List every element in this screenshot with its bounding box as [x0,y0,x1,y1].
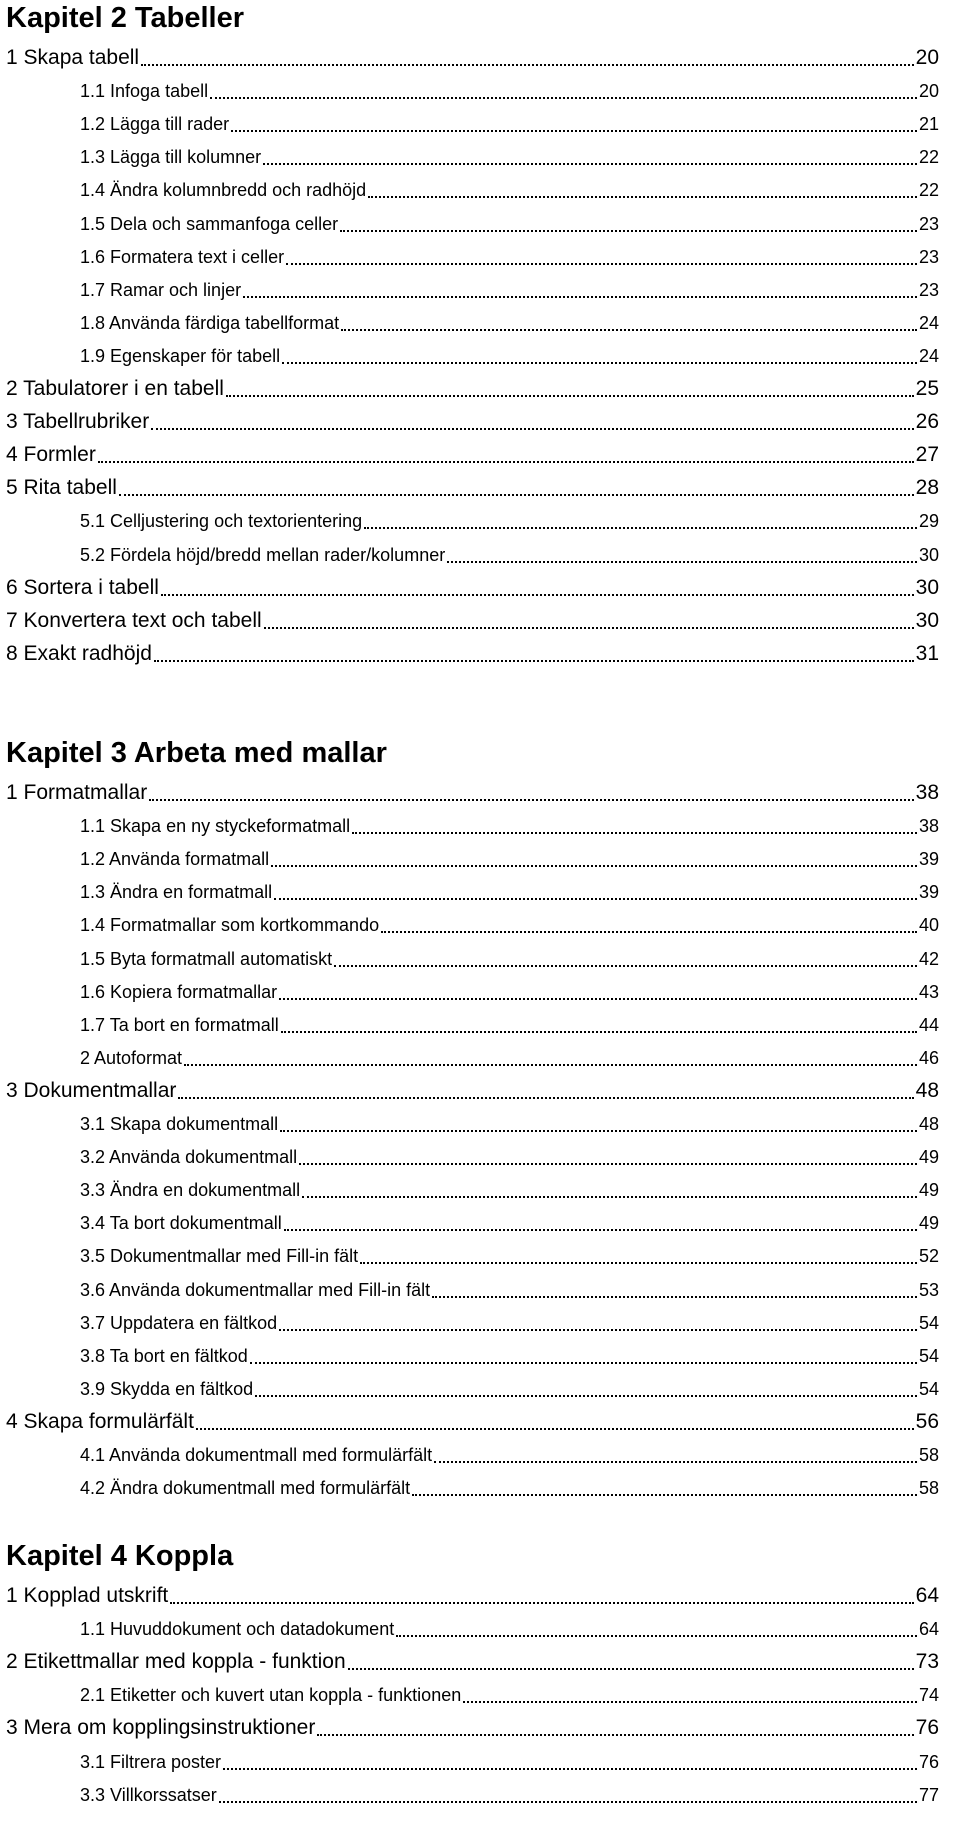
toc-entry-label: 3.3 Ändra en dokumentmall [80,1180,301,1200]
toc-entry-label: 8 Exakt radhöjd [6,642,152,665]
toc-page-number: 73 [915,1650,939,1673]
toc-page-number: 76 [915,1716,939,1739]
dot-leader [412,1494,917,1496]
toc-entry-label: 3 Mera om kopplingsinstruktioner [6,1716,316,1739]
toc-subsection-entry[interactable] [80,1208,939,1238]
toc-entry-label: 1.4 Ändra kolumnbredd och radhöjd [80,180,367,200]
toc-page-number: 24 [918,313,939,333]
dot-leader [302,1196,917,1198]
toc-subsection-entry[interactable] [80,844,939,874]
toc-subsection-entry[interactable] [80,1341,939,1371]
dot-leader [271,865,917,867]
toc-page-number: 30 [915,576,939,599]
toc-page-number: 28 [915,476,939,499]
toc-entry-label: 3.8 Ta bort en fältkod [80,1346,248,1366]
dot-leader [279,1329,917,1331]
toc-page-number: 49 [918,1180,939,1200]
toc-entry-label: 3.2 Använda dokumentmall [80,1147,298,1167]
toc-page-number: 64 [915,1584,939,1607]
toc-subsection-entry[interactable] [80,1440,939,1470]
toc-entry-label: 3.7 Uppdatera en fältkod [80,1313,278,1333]
toc-entry-label: 1.5 Dela och sammanfoga celler [80,214,339,234]
toc-page-number: 38 [918,816,939,836]
dot-leader [317,1734,913,1736]
toc-page-number: 54 [918,1313,939,1333]
toc-section-entry[interactable] [6,573,939,603]
toc-page-number: 43 [918,982,939,1002]
toc-section-entry[interactable] [6,407,939,437]
toc-page-number: 20 [915,46,939,69]
dot-leader [170,1602,913,1604]
toc-section-entry[interactable] [6,1581,939,1611]
toc-page-number: 20 [918,81,939,101]
toc-subsection-entry[interactable] [80,1043,939,1073]
toc-page-number: 40 [918,915,939,935]
toc-section-entry[interactable] [6,606,939,636]
toc-page-number: 53 [918,1280,939,1300]
toc-page-number: 29 [918,511,939,531]
dot-leader [98,461,914,463]
toc-entry-label: 5.1 Celljustering och textorientering [80,511,363,531]
toc-entry-label: 2.1 Etiketter och kuvert utan koppla - funktionen [80,1685,462,1705]
dot-leader [263,163,917,165]
toc-subsection-entry[interactable] [80,910,939,940]
toc-page-number: 22 [918,180,939,200]
toc-subsection-entry[interactable] [80,1275,939,1305]
dot-leader [432,1296,917,1298]
dot-leader [226,395,914,397]
dot-leader [463,1701,917,1703]
toc-entry-label: 3 Tabellrubriker [6,410,150,433]
toc-page-number: 44 [918,1015,939,1035]
toc-entry-label: 3.4 Ta bort dokumentmall [80,1213,282,1233]
toc-entry-label: 2 Etikettmallar med koppla - funktion [6,1650,346,1673]
toc-page-number: 48 [918,1114,939,1134]
toc-subsection-entry[interactable] [80,1680,939,1710]
toc-entry-label: 3.5 Dokumentmallar med Fill-in fält [80,1246,359,1266]
dot-leader [381,931,917,933]
toc-subsection-entry[interactable] [80,1374,939,1404]
toc-subsection-entry[interactable] [80,811,939,841]
dot-leader [396,1635,917,1637]
toc-entry-label: 1.3 Ändra en formatmall [80,882,273,902]
toc-entry-label: 2 Tabulatorer i en tabell [6,377,224,400]
toc-page-number: 23 [918,247,939,267]
toc-subsection-entry[interactable] [80,877,939,907]
dot-leader [243,296,917,298]
dot-leader [284,1229,917,1231]
toc-subsection-entry[interactable] [80,1780,939,1810]
dot-leader [364,527,917,529]
toc-entry-label: 1.2 Använda formatmall [80,849,270,869]
toc-entry-label: 1.1 Skapa en ny styckeformatmall [80,816,351,836]
toc-section-entry[interactable] [6,473,939,503]
toc-subsection-entry[interactable] [80,76,939,106]
dot-leader [210,97,917,99]
dot-leader [286,263,917,265]
dot-leader [279,998,917,1000]
toc-page-number: 49 [918,1213,939,1233]
toc-entry-label: 4.2 Ändra dokumentmall med formulärfält [80,1478,411,1498]
toc-entry-label: 3 Dokumentmallar [6,1079,177,1102]
chapter-title: Kapitel 3 Arbeta med mallar [6,737,387,769]
toc-entry-label: 3.1 Filtrera poster [80,1752,222,1772]
toc-section-entry[interactable] [6,374,939,404]
toc-subsection-entry[interactable] [80,209,939,239]
toc-subsection-entry[interactable] [80,109,939,139]
toc-subsection-entry[interactable] [80,506,939,536]
toc-page-number: 54 [918,1346,939,1366]
toc-section-entry[interactable] [6,1713,939,1743]
dot-leader [299,1163,917,1165]
toc-entry-label: 3.1 Skapa dokumentmall [80,1114,279,1134]
toc-subsection-entry[interactable] [80,944,939,974]
toc-page-number: 25 [915,377,939,400]
toc-page-number: 74 [918,1685,939,1705]
toc-subsection-entry[interactable] [80,1308,939,1338]
toc-subsection-entry[interactable] [80,1142,939,1172]
toc-page-number: 56 [915,1410,939,1433]
toc-entry-label: 1 Skapa tabell [6,46,140,69]
dot-leader [196,1428,914,1430]
toc-subsection-entry[interactable] [80,1175,939,1205]
toc-subsection-entry[interactable] [80,1473,939,1503]
dot-leader [119,494,914,496]
toc-section-entry[interactable] [6,1407,939,1437]
dot-leader [368,196,917,198]
toc-section-entry[interactable] [6,639,939,669]
toc-page-number: 30 [915,609,939,632]
dot-leader [178,1097,913,1099]
dot-leader [274,898,917,900]
toc-section-entry[interactable] [6,440,939,470]
toc-entry-label: 3.6 Använda dokumentmallar med Fill-in fält [80,1280,431,1300]
toc-page-number: 64 [918,1619,939,1639]
toc-entry-label: 1.7 Ta bort en formatmall [80,1015,279,1035]
toc-page-number: 46 [918,1048,939,1068]
toc-subsection-entry[interactable] [80,1109,939,1139]
toc-page-number: 23 [918,214,939,234]
toc-entry-label: 4 Skapa formulärfält [6,1410,194,1433]
toc-page-number: 49 [918,1147,939,1167]
toc-page-number: 58 [918,1478,939,1498]
dot-leader [219,1801,917,1803]
dot-leader [184,1064,917,1066]
dot-leader [360,1262,917,1264]
dot-leader [334,965,917,967]
toc-page-number: 24 [918,346,939,366]
dot-leader [282,362,917,364]
toc-page-number: 26 [915,410,939,433]
toc-subsection-entry[interactable] [80,275,939,305]
toc-section-entry[interactable] [6,1076,939,1106]
toc-entry-label: 1.6 Kopiera formatmallar [80,982,278,1002]
toc-page-number: 22 [918,147,939,167]
chapter-title: Kapitel 4 Koppla [6,1540,234,1572]
dot-leader [348,1668,914,1670]
dot-leader [255,1395,917,1397]
toc-subsection-entry[interactable] [80,540,939,570]
toc-entry-label: 1.1 Huvuddokument och datadokument [80,1619,395,1639]
dot-leader [161,594,914,596]
toc-subsection-entry[interactable] [80,308,939,338]
toc-page-number: 54 [918,1379,939,1399]
toc-entry-label: 1.4 Formatmallar som kortkommando [80,915,380,935]
toc-page-number: 31 [915,642,939,665]
dot-leader [223,1768,917,1770]
toc-page-number: 23 [918,280,939,300]
toc-page-number: 30 [918,545,939,565]
toc-entry-label: 4 Formler [6,443,96,466]
toc-subsection-entry[interactable] [80,242,939,272]
toc-page-number: 42 [918,949,939,969]
toc-entry-label: 1.1 Infoga tabell [80,81,209,101]
toc-entry-label: 1 Formatmallar [6,781,148,804]
toc-subsection-entry[interactable] [80,1241,939,1271]
toc-subsection-entry[interactable] [80,341,939,371]
dot-leader [250,1362,917,1364]
toc-subsection-entry[interactable] [80,1614,939,1644]
dot-leader [341,329,917,331]
toc-section-entry[interactable] [6,778,939,808]
toc-page-number: 21 [918,114,939,134]
toc-page-number: 58 [918,1445,939,1465]
toc-subsection-entry[interactable] [80,977,939,1007]
dot-leader [447,561,917,563]
toc-entry-label: 1 Kopplad utskrift [6,1584,169,1607]
toc-entry-label: 1.7 Ramar och linjer [80,280,242,300]
toc-subsection-entry[interactable] [80,175,939,205]
dot-leader [340,230,917,232]
toc-entry-label: 2 Autoformat [80,1048,183,1068]
toc-subsection-entry[interactable] [80,1747,939,1777]
toc-entry-label: 4.1 Använda dokumentmall med formulärfält [80,1445,433,1465]
toc-page-number: 76 [918,1752,939,1772]
toc-entry-label: 3.9 Skydda en fältkod [80,1379,254,1399]
toc-section-entry[interactable] [6,43,939,73]
dot-leader [280,1130,917,1132]
dot-leader [154,660,914,662]
toc-page-number: 39 [918,882,939,902]
toc-entry-label: 5 Rita tabell [6,476,117,499]
toc-entry-label: 1.5 Byta formatmall automatiskt [80,949,333,969]
toc-entry-label: 1.2 Lägga till rader [80,114,230,134]
dot-leader [231,130,917,132]
toc-entry-label: 1.6 Formatera text i celler [80,247,285,267]
toc-page-number: 27 [915,443,939,466]
dot-leader [151,428,913,430]
toc-entry-label: 3.3 Villkorssatser [80,1785,217,1805]
toc-page-number: 77 [918,1785,939,1805]
toc-page-number: 39 [918,849,939,869]
dot-leader [141,64,914,66]
toc-page-number: 38 [915,781,939,804]
dot-leader [434,1461,917,1463]
toc-subsection-entry[interactable] [80,1010,939,1040]
dot-leader [264,627,914,629]
toc-entry-label: 1.8 Använda färdiga tabellformat [80,313,340,333]
dot-leader [352,832,917,834]
toc-entry-label: 6 Sortera i tabell [6,576,159,599]
toc-entry-label: 7 Konvertera text och tabell [6,609,262,632]
toc-section-entry[interactable] [6,1647,939,1677]
toc-entry-label: 5.2 Fördela höjd/bredd mellan rader/kolumner [80,545,446,565]
dot-leader [281,1031,917,1033]
chapter-title: Kapitel 2 Tabeller [6,2,244,34]
dot-leader [149,799,913,801]
toc-entry-label: 1.3 Lägga till kolumner [80,147,262,167]
toc-subsection-entry[interactable] [80,142,939,172]
toc-page-number: 52 [918,1246,939,1266]
toc-page-number: 48 [915,1079,939,1102]
toc-entry-label: 1.9 Egenskaper för tabell [80,346,281,366]
